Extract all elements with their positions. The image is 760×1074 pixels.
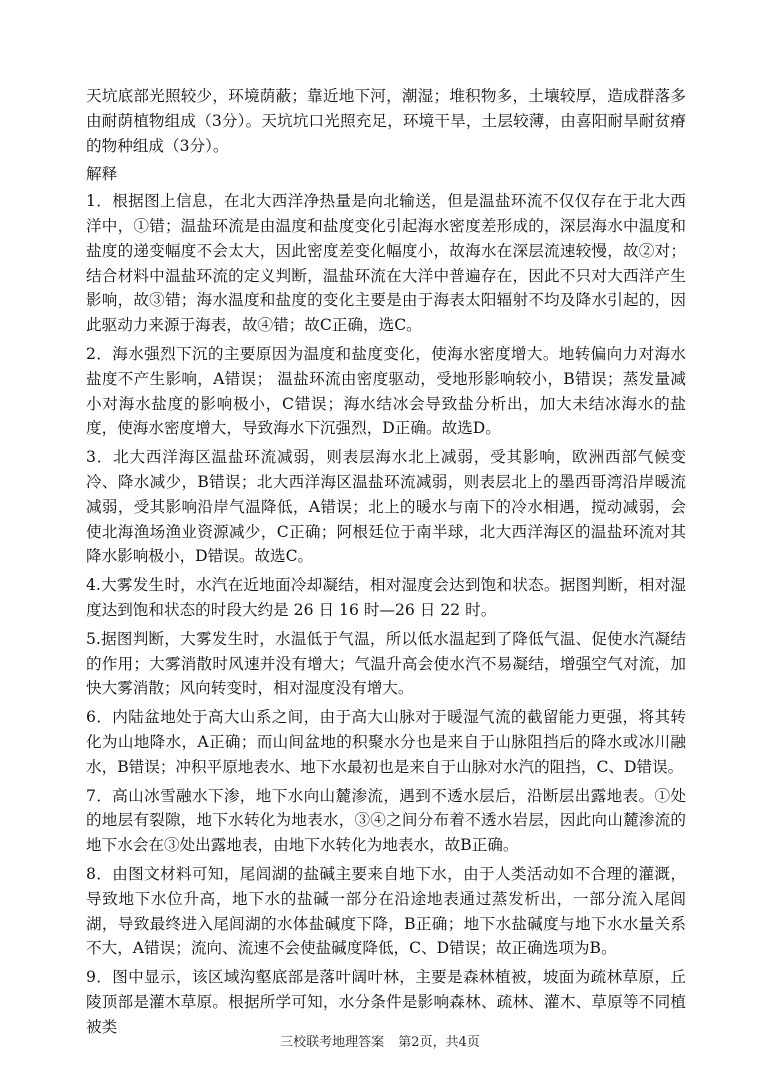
answer-item-2: 2．海水强烈下沉的主要原因为温度和盐度变化，使海水密度增大。地转偏向力对海水盐度不产生影响，A错误； 温盐环流由密度驱动，受地形影响较小，B错误；蒸发量减小对海水盐度的影响极小，C错误；海水结冰会导致盐分析出，加大未结冰海水的盐度，使海水密度增大，导致海水下沉强烈，D正确。故选D。 — [86, 344, 686, 438]
answer-item-9: 9．图中显示，该区域沟壑底部是落叶阔叶林，主要是森林植被，坡面为疏林草原，丘陵顶部是灌木草原。根据所学可知，水分条件是影响森林、疏林、灌木、草原等不同植被类 — [86, 968, 686, 1036]
answer-item-8: 8．由图文材料可知，尾闾湖的盐碱主要来自地下水，由于人类活动如不合理的灌溉，导致地下水位升高，地下水的盐碱一部分在沿途地表通过蒸发析出，一部分流入尾闾湖，导致最终进入尾闾湖的水体盐碱度下降，B正确；地下水盐碱度与地下水水量关系不大，A错误；流向、流速不会使盐碱度降低，C、D错误；故正确选项为B。 — [86, 864, 686, 958]
answer-item-1: 1．根据图上信息，在北大西洋净热量是向北输送，但是温盐环流不仅仅存在于北大西洋中，①错；温盐环流是由温度和盐度变化引起海水密度差形成的，深层海水中温度和盐度的递变幅度不会太大，因此密度差变化幅度小，故海水在深层流速较慢，故②对；结合材料中温盐环流的定义判断，温盐环流在大洋中普遍存在，因此不只对大西洋产生影响，故③错；海水温度和盐度的变化主要是由于海表太阳辐射不均及降水引起的，因此驱动力来源于海表，故④错；故C正确，选C。 — [86, 192, 686, 335]
answer-body — [86, 84, 686, 1043]
answer-item-6: 6．内陆盆地处于高大山系之间，由于高大山脉对于暖湿气流的截留能力更强，将其转化为山地降水，A正确；而山间盆地的积聚水分也是来自于山脉阻挡后的降水或冰川融水，B错误；冲积平原地表水、地下水最初也是来自于山脉对水汽的阻挡，C、D错误。 — [86, 708, 686, 776]
footer-doc-title: 三校联考地理答案 — [280, 1035, 385, 1050]
intro-paragraph: 天坑底部光照较少，环境荫蔽；靠近地下河，潮湿；堆积物多，土壤较厚，造成群落多由耐荫植物组成（3分）。天坑坑口光照充足，环境干旱，土层较薄，由喜阳耐旱耐贫瘠的物种组成（3分）。 — [86, 87, 686, 155]
answer-item-5: 5.据图判断，大雾发生时，水温低于气温，所以低水温起到了降低气温、促使水汽凝结的作用；大雾消散时风速并没有增大；气温升高会使水汽不易凝结，增强空气对流，加快大雾消散；风向转变时，相对湿度没有增大。 — [86, 629, 686, 698]
answer-item-3: 3．北大西洋海区温盐环流减弱，则表层海水北上减弱，受其影响，欧洲西部气候变冷、降水减少，B错误；北大西洋海区温盐环流减弱，则表层北上的墨西哥湾沿岸暖流减弱，受其影响沿岸气温降低，A错误；北上的暖水与南下的冷水相遇，搅动减弱，会使北海渔场渔业资源减少，C正确；阿根廷位于南半球，北大西洋海区的温盐环流对其降水影响极小，D错误。故选C。 — [86, 448, 686, 566]
answer-item-4: 4.大雾发生时，水汽在近地面冷却凝结，相对湿度会达到饱和状态。据图判断，相对湿度达到饱和状态的时段大约是 26 日 16 时—26 日 22 时。 — [86, 576, 686, 619]
section-heading: 解释 — [86, 165, 118, 184]
answer-item-7: 7．高山冰雪融水下渗，地下水向山麓渗流，遇到不透水层后，沿断层出露地表。①处的地层有裂隙，地下水转化为地表水，③④之间分布着不透水岩层，因此向山麓渗流的地下水会在③处出露地表，由地下水转化为地表水，故B正确。 — [86, 786, 686, 855]
page-footer — [0, 1031, 760, 1050]
footer-page-info: 第2页，共4页 — [398, 1035, 480, 1050]
